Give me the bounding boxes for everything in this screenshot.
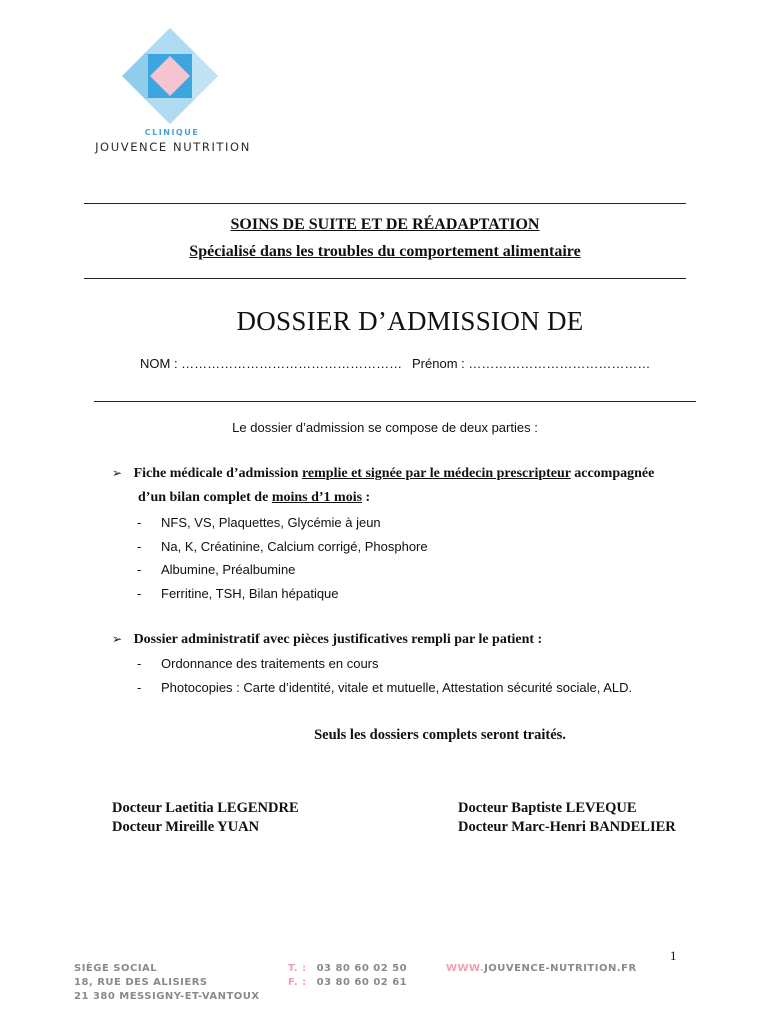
intro-text: Le dossier d’admission se compose de deux parties : [232, 420, 538, 435]
doctor-name: Docteur Baptiste LEVEQUE [458, 800, 637, 816]
fax-label: F. : [288, 977, 307, 988]
logo-name-text: JOUVENCE NUTRITION [95, 140, 251, 154]
document-title: DOSSIER D’ADMISSION DE [236, 306, 584, 336]
header-bottom-rule [84, 278, 686, 279]
list-item: - Albumine, Préalbumine [137, 562, 296, 577]
doctor-name: Docteur Laetitia LEGENDRE [112, 800, 299, 816]
list-item: - NFS, VS, Plaquettes, Glycémie à jeun [137, 515, 381, 530]
doctor-name: Docteur Mireille YUAN [112, 819, 260, 835]
nom-field: NOM : …………………………………………… [140, 356, 403, 371]
arrow-bullet-icon: ➢ [112, 466, 123, 480]
list-item: - Ferritine, TSH, Bilan hépatique [137, 586, 339, 601]
footer-phones [288, 962, 407, 990]
section1-heading [112, 466, 732, 482]
section1-text-b: remplie et signée par le médecin prescripteur [301, 466, 571, 481]
list-item: - Ordonnance des traitements en cours [137, 656, 379, 671]
section1-text-c: accompagnée [570, 466, 655, 481]
phone-label: T. : [288, 963, 307, 974]
prenom-field: Prénom : …………………………………… [412, 356, 651, 371]
notice-text: Seuls les dossiers complets seront traités. [314, 727, 566, 743]
page-number: 1 [670, 948, 677, 963]
arrow-bullet-icon: ➢ [112, 632, 123, 646]
clinic-logo [120, 26, 220, 126]
logo-clinique-text: CLINIQUE [144, 128, 200, 137]
header-top-rule [84, 203, 686, 204]
header-line-2: Spécialisé dans les troubles du comportement alimentaire [189, 243, 581, 260]
section2-text: Dossier administratif avec pièces justificatives rempli par le patient : [133, 632, 543, 647]
section1-line2-a: d’un bilan complet de [138, 490, 272, 505]
footer-website: WWW.JOUVENCE-NUTRITION.FR [446, 963, 637, 974]
footer-address: SIÈGE SOCIAL 18, RUE DES ALISIERS 21 380 MESSIGNY-ET-VANTOUX [74, 963, 260, 1002]
section1-heading-line2 [138, 490, 370, 506]
section2-heading [112, 632, 542, 648]
doctor-name: Docteur Marc-Henri BANDELIER [458, 819, 676, 835]
list-item: - Photocopies : Carte d’identité, vitale et mutuelle, Attestation sécurité sociale, ALD. [137, 680, 633, 695]
fax-number: 03 80 60 02 61 [316, 977, 408, 988]
phone-number: 03 80 60 02 50 [316, 963, 408, 974]
header-line-1: SOINS DE SUITE ET DE RÉADAPTATION [230, 216, 540, 233]
section1-line2-b: moins d’1 mois [271, 490, 363, 505]
section1-text-a: Fiche médicale d’admission [133, 466, 302, 481]
section1-line2-c: : [362, 490, 371, 505]
list-item: - Na, K, Créatinine, Calcium corrigé, Phosphore [137, 539, 428, 554]
fields-rule [94, 401, 696, 402]
